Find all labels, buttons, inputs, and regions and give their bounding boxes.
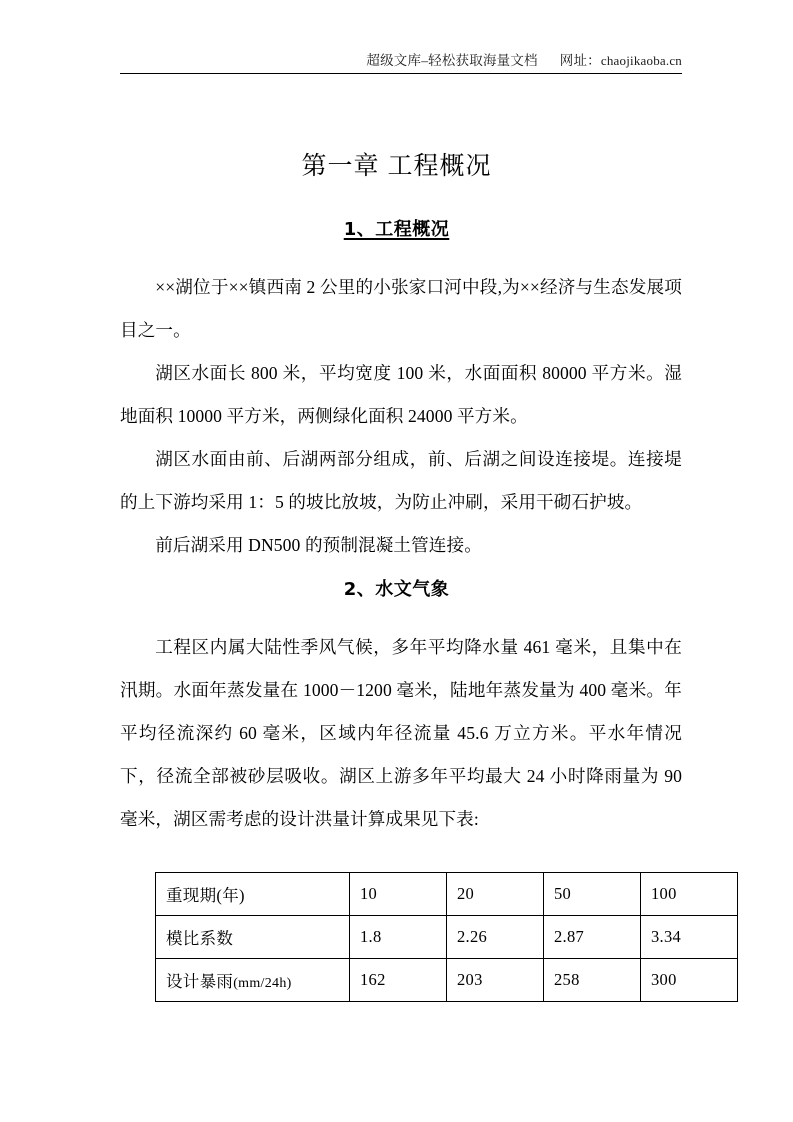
paragraph-hydrology <box>120 626 682 841</box>
table-row-label: 重现期(年) <box>156 873 350 916</box>
header-site-text: 超级文库–轻松获取海量文档 <box>366 53 538 68</box>
table-cell: 1.8 <box>350 916 447 959</box>
table-cell: 258 <box>544 959 641 1002</box>
section-heading-1-label: 1、工程概况 <box>343 219 450 240</box>
table-cell: 300 <box>641 959 738 1002</box>
table-cell: 50 <box>544 873 641 916</box>
paragraph-text: 前后湖采用 DN500 的预制混凝土管连接。 <box>155 535 482 555</box>
section-heading-1 <box>0 216 793 244</box>
paragraph-location <box>120 266 682 352</box>
design-flood-table <box>155 872 738 1002</box>
table-row-label: 模比系数 <box>156 916 350 959</box>
table-row-label-unit: (mm/24h) <box>233 976 292 991</box>
paragraph-pipe <box>120 524 682 567</box>
page-title: 第一章 工程概况 <box>301 152 492 180</box>
table-cell: 203 <box>447 959 544 1002</box>
section-heading-2 <box>0 576 793 604</box>
table-cell: 162 <box>350 959 447 1002</box>
header-divider-rule <box>120 73 682 74</box>
table-row-label-main: 设计暴雨 <box>166 972 234 991</box>
table-cell: 20 <box>447 873 544 916</box>
table-row <box>156 873 738 916</box>
paragraph-text: 湖区水面长 800 米，平均宽度 100 米，水面面积 80000 平方米。湿地面积 10000 平方米，两侧绿化面积 24000 平方米。 <box>120 363 682 426</box>
header-url-label: 网址： <box>559 53 601 68</box>
header-url-value: chaojikaoba.cn <box>600 53 682 68</box>
table-row <box>156 959 738 1002</box>
paragraph-text: 湖区水面由前、后湖两部分组成，前、后湖之间设连接堤。连接堤的上下游均采用 1：5 的坡比放坡，为防止冲刷，采用干砌石护坡。 <box>120 449 682 512</box>
table-row-label <box>156 959 350 1002</box>
page-header <box>120 50 682 74</box>
paragraph-embankment <box>120 438 682 524</box>
paragraph-dimensions <box>120 352 682 438</box>
paragraph-text: 工程区内属大陆性季风气候，多年平均降水量 461 毫米，且集中在汛期。水面年蒸发量在 1000－1200 毫米，陆地年蒸发量为 400 毫米。年平均径流深约 60 毫米，区域内年径流量 45.6 万立方米。平水年情况下，径流全部被砂层吸收。湖区上游多年平均最大 24 小时降雨量为 90 毫米，湖区需考虑的设计洪量计算成果见下表: <box>120 637 682 829</box>
table-cell: 3.34 <box>641 916 738 959</box>
table-row <box>156 916 738 959</box>
table-cell: 10 <box>350 873 447 916</box>
table-cell: 2.87 <box>544 916 641 959</box>
section-heading-2-label: 2、水文气象 <box>343 579 450 600</box>
paragraph-text: ××湖位于××镇西南 2 公里的小张家口河中段,为××经济与生态发展项目之一。 <box>120 277 682 340</box>
table-cell: 100 <box>641 873 738 916</box>
table-cell: 2.26 <box>447 916 544 959</box>
